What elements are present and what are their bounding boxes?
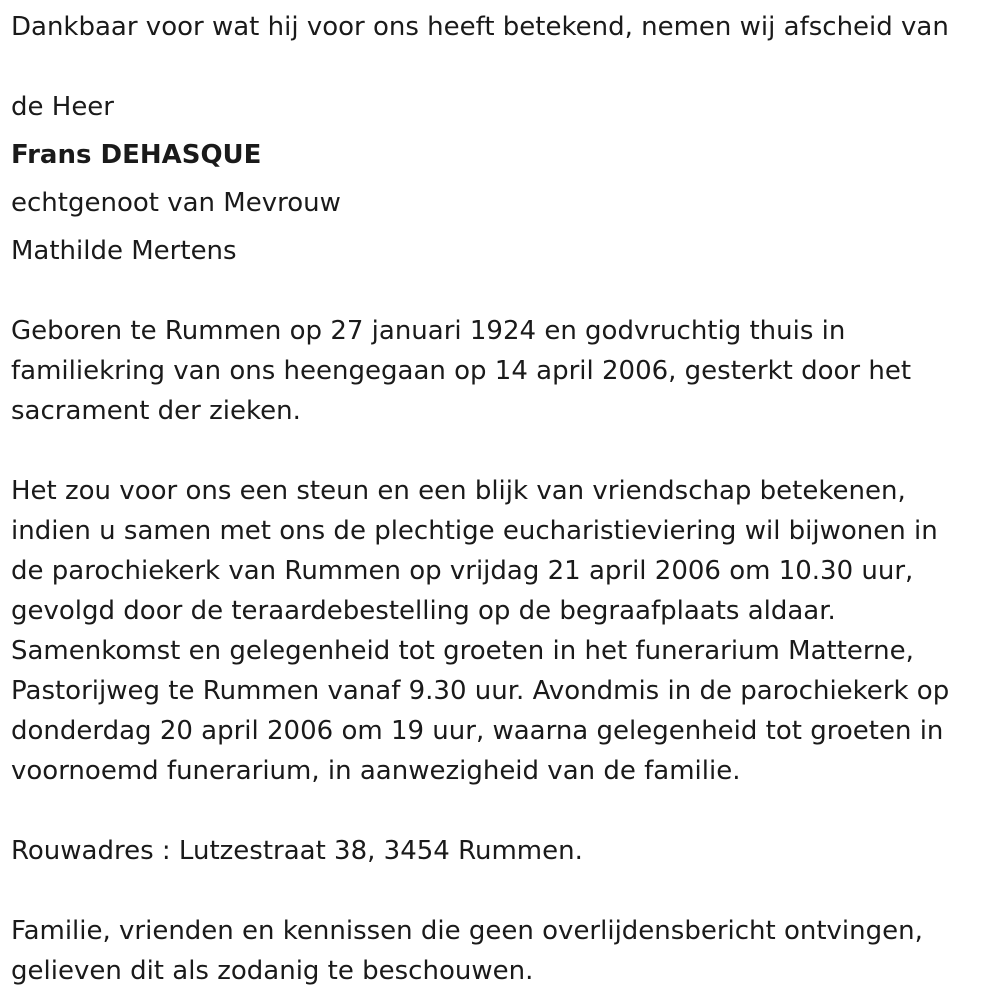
ceremony-paragraph-line: donderdag 20 april 2006 om 19 uur, waarna gelegenheid tot groeten in [11, 716, 944, 746]
spouse-name: Mathilde Mertens [11, 236, 237, 266]
intro-text: Dankbaar voor wat hij voor ons heeft betekend, nemen wij afscheid van [11, 12, 949, 42]
ceremony-paragraph-line: Pastorijweg te Rummen vanaf 9.30 uur. Avondmis in de parochiekerk op [11, 676, 950, 706]
honorific: de Heer [11, 92, 114, 122]
mourning-address: Rouwadres : Lutzestraat 38, 3454 Rummen. [11, 836, 583, 866]
spouse-label: echtgenoot van Mevrouw [11, 188, 341, 218]
birth-paragraph-line: familiekring van ons heengegaan op 14 april 2006, gesterkt door het [11, 356, 912, 386]
ceremony-paragraph-line: Samenkomst en gelegenheid tot groeten in het funerarium Matterne, [11, 636, 914, 666]
ceremony-paragraph-line: Het zou voor ons een steun en een blijk van vriendschap betekenen, [11, 476, 906, 506]
ceremony-paragraph-line: voornoemd funerarium, in aanwezigheid van de familie. [11, 756, 741, 786]
ceremony-paragraph-line: indien u samen met ons de plechtige eucharistieviering wil bijwonen in [11, 516, 938, 546]
birth-paragraph-line: Geboren te Rummen op 27 januari 1924 en godvruchtig thuis in [11, 316, 846, 346]
ceremony-paragraph-line: gevolgd door de teraardebestelling op de begraafplaats aldaar. [11, 596, 836, 626]
closing-paragraph-line: Familie, vrienden en kennissen die geen overlijdensbericht ontvingen, [11, 916, 923, 946]
birth-paragraph-line: sacrament der zieken. [11, 396, 301, 426]
deceased-name: Frans DEHASQUE [11, 140, 262, 170]
ceremony-paragraph-line: de parochiekerk van Rummen op vrijdag 21 april 2006 om 10.30 uur, [11, 556, 914, 586]
closing-paragraph-line: gelieven dit als zodanig te beschouwen. [11, 956, 534, 986]
